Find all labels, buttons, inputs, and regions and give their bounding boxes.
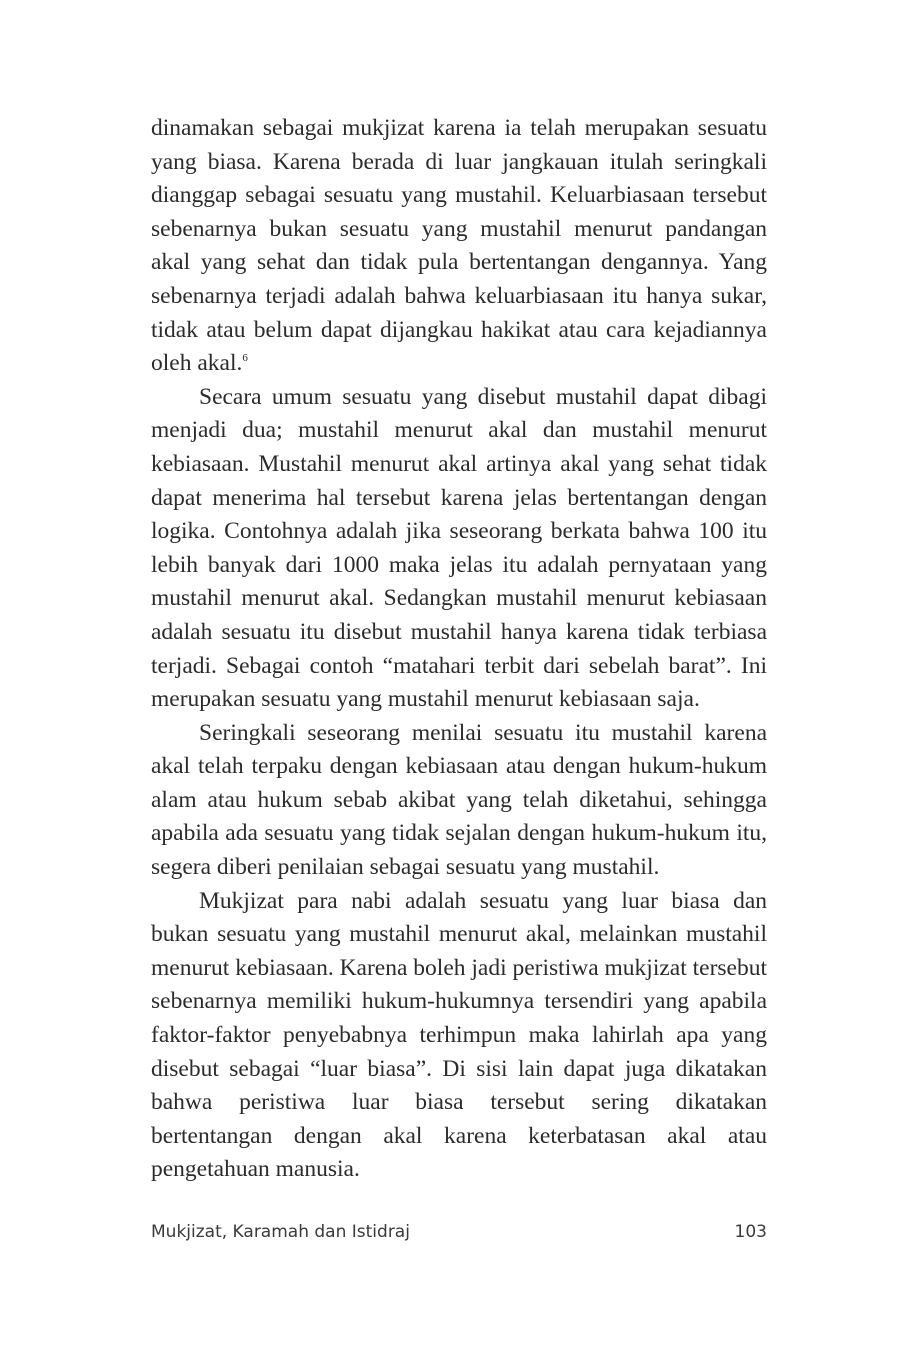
paragraph-1 xyxy=(151,112,767,381)
paragraph-1-text: dinamakan sebagai mukjizat karena ia telah merupakan sesuatu yang biasa. Karena berada di luar jangkauan itulah seringkali dianggap sebagai sesuatu yang mustahil. Keluarbiasaan tersebut sebenarnya bukan sesuatu yang mustahil menurut pandangan akal yang sehat dan tidak pula bertentangan dengannya. Yang sebenarnya terjadi adalah bahwa keluarbiasaan itu hanya sukar, tidak atau belum dapat dijangkau hakikat atau cara kejadiannya oleh akal. xyxy=(151,115,767,377)
paragraph-4: Mukjizat para nabi adalah sesuatu yang luar biasa dan bukan sesuatu yang mustahil menurut akal, melainkan mustahil menurut kebiasaan. Karena boleh jadi peristiwa mukjizat tersebut sebenarnya memiliki hukum-hukumnya tersendiri yang apabila faktor-faktor penyebabnya terhimpun maka lahirlah apa yang disebut sebagai “luar biasa”. Di sisi lain dapat juga dikatakan bahwa peristiwa luar biasa tersebut sering dikatakan bertentangan dengan akal karena keterbatasan akal atau pengetahuan manusia. xyxy=(151,887,768,1183)
body-text xyxy=(151,112,767,1187)
paragraph-2: Secara umum sesuatu yang disebut mustahil dapat dibagi menjadi dua; mustahil menurut akal dan mustahil menurut kebiasaan. Mustahil menurut akal artinya akal yang sehat tidak dapat menerima hal tersebut karena jelas bertentangan dengan logika. Contohnya adalah jika seseorang berkata bahwa 100 itu lebih banyak dari 1000 maka jelas itu adalah pernyataan yang mustahil menurut akal. Sedangkan mustahil menurut kebiasaan adalah sesuatu itu disebut mustahil hanya karena tidak terbiasa terjadi. Sebagai contoh “matahari terbit dari sebelah barat”. Ini merupakan sesuatu yang mustahil menurut kebiasaan saja. xyxy=(151,383,767,713)
paragraph-3: Seringkali seseorang menilai sesuatu itu mustahil karena akal telah terpaku dengan kebiasaan atau dengan hukum-hukum alam atau hukum sebab akibat yang telah diketahui, sehingga apabila ada sesuatu yang tidak sejalan dengan hukum-hukum itu, segera diberi penilaian sebagai sesuatu yang mustahil. xyxy=(151,719,767,881)
running-footer-title: Mukjizat, Karamah dan Istidraj xyxy=(151,1222,410,1242)
footnote-marker: 6 xyxy=(242,352,248,365)
page-number: 103 xyxy=(734,1222,767,1242)
